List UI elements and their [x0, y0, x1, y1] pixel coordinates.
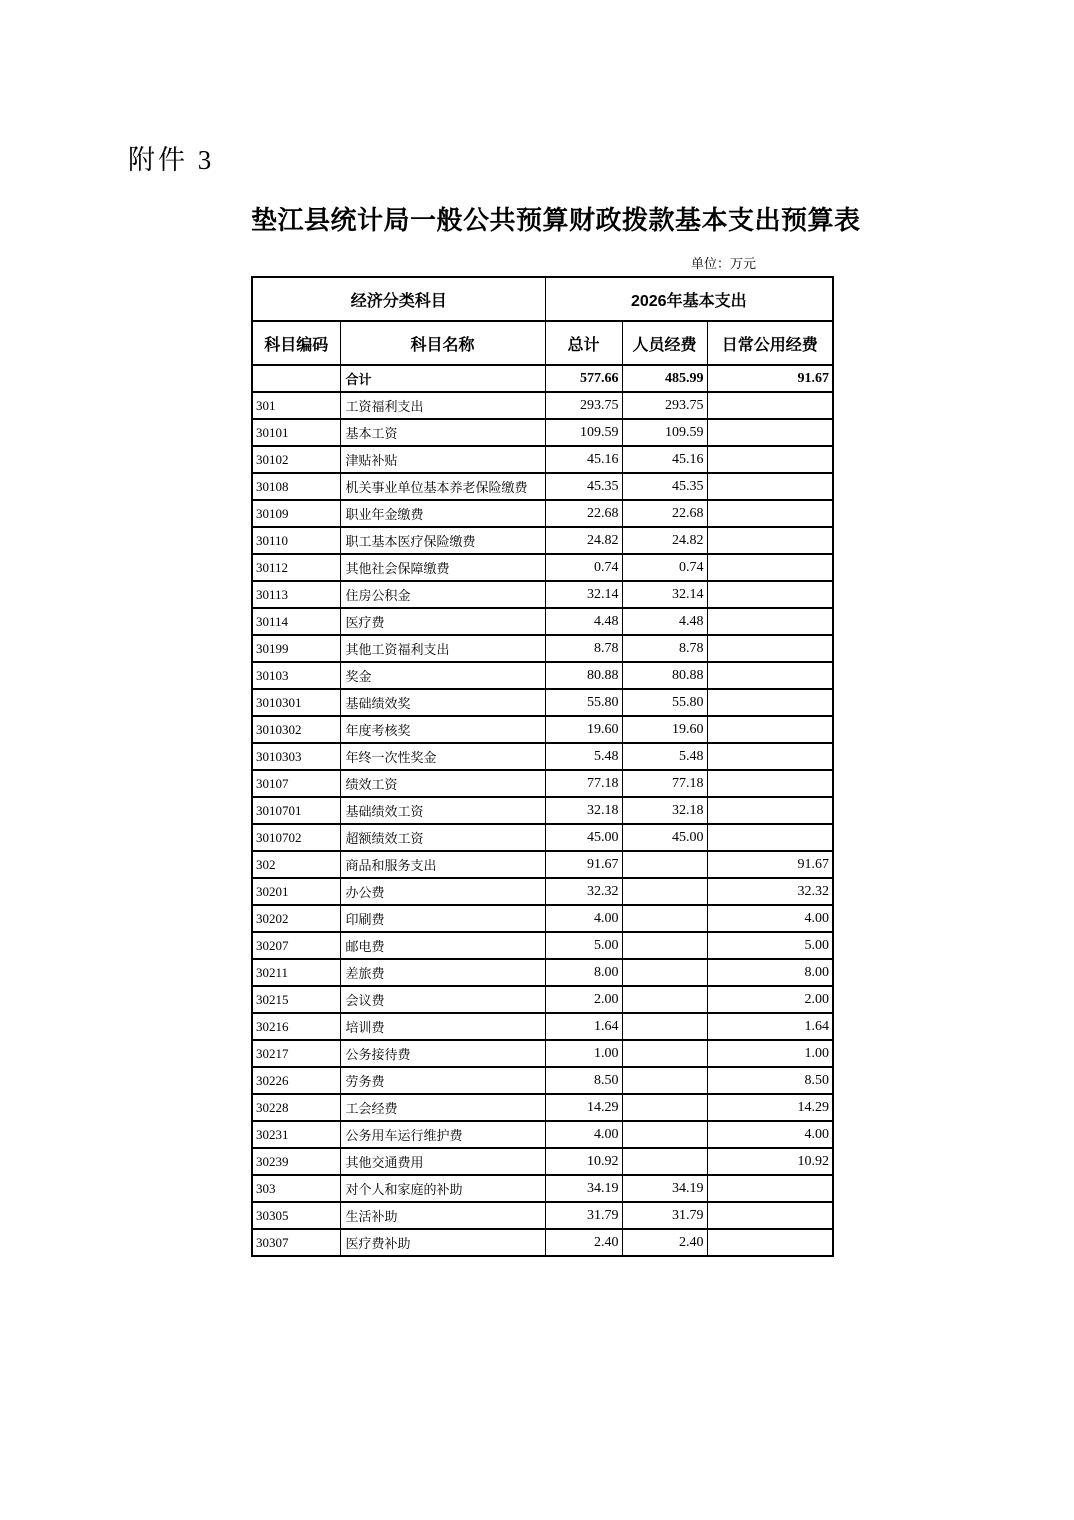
cell-total: 2.40: [545, 1229, 622, 1256]
cell-name: 年度考核奖: [340, 716, 545, 743]
header-columns-row: [252, 321, 833, 365]
cell-code: 30207: [252, 932, 340, 959]
table-row: [252, 1121, 833, 1148]
table-row: [252, 797, 833, 824]
cell-total: 8.50: [545, 1067, 622, 1094]
cell-daily: [707, 554, 833, 581]
cell-code: 30305: [252, 1202, 340, 1229]
cell-personnel: 22.68: [622, 500, 707, 527]
cell-code: 30226: [252, 1067, 340, 1094]
cell-code: 30215: [252, 986, 340, 1013]
cell-code: 30307: [252, 1229, 340, 1256]
cell-daily: 4.00: [707, 905, 833, 932]
header-daily-public-funds: 日常公用经费: [707, 321, 833, 365]
cell-daily: [707, 716, 833, 743]
cell-total: 14.29: [545, 1094, 622, 1121]
cell-daily: [707, 446, 833, 473]
table-row: [252, 689, 833, 716]
table-body: [252, 365, 833, 1256]
cell-code: 30107: [252, 770, 340, 797]
cell-name: 工资福利支出: [340, 392, 545, 419]
cell-code: 30110: [252, 527, 340, 554]
unit-note: 单位：万元: [690, 256, 756, 271]
cell-personnel: [622, 1067, 707, 1094]
cell-code: 30201: [252, 878, 340, 905]
table-header: [252, 277, 833, 365]
table-row: [252, 770, 833, 797]
cell-code: [252, 365, 340, 392]
cell-total: 32.14: [545, 581, 622, 608]
table-row: [252, 851, 833, 878]
cell-code: 302: [252, 851, 340, 878]
cell-code: 3010303: [252, 743, 340, 770]
cell-daily: 14.29: [707, 1094, 833, 1121]
cell-code: 3010702: [252, 824, 340, 851]
cell-daily: [707, 473, 833, 500]
cell-name: 基本工资: [340, 419, 545, 446]
cell-code: 30228: [252, 1094, 340, 1121]
cell-daily: [707, 1175, 833, 1202]
cell-personnel: [622, 1094, 707, 1121]
cell-total: 2.00: [545, 986, 622, 1013]
header-basic-expenditure-2026: 2026年基本支出: [545, 277, 833, 321]
cell-personnel: [622, 905, 707, 932]
table-row: [252, 905, 833, 932]
cell-personnel: 55.80: [622, 689, 707, 716]
header-total: 总计: [545, 321, 622, 365]
table-row: [252, 527, 833, 554]
table-row: [252, 581, 833, 608]
cell-personnel: 19.60: [622, 716, 707, 743]
cell-name: 商品和服务支出: [340, 851, 545, 878]
cell-total: 22.68: [545, 500, 622, 527]
cell-daily: 5.00: [707, 932, 833, 959]
cell-personnel: 24.82: [622, 527, 707, 554]
cell-daily: [707, 527, 833, 554]
cell-daily: [707, 743, 833, 770]
cell-total: 19.60: [545, 716, 622, 743]
cell-daily: 91.67: [707, 365, 833, 392]
cell-total: 91.67: [545, 851, 622, 878]
cell-personnel: 34.19: [622, 1175, 707, 1202]
cell-code: 30113: [252, 581, 340, 608]
cell-total: 55.80: [545, 689, 622, 716]
cell-code: 3010302: [252, 716, 340, 743]
document-title: 垫江县统计局一般公共预算财政拨款基本支出预算表: [251, 205, 861, 235]
cell-total: 31.79: [545, 1202, 622, 1229]
table-row: [252, 392, 833, 419]
cell-code: 3010301: [252, 689, 340, 716]
cell-code: 30109: [252, 500, 340, 527]
table-row: [252, 743, 833, 770]
cell-name: 公务接待费: [340, 1040, 545, 1067]
cell-personnel: 8.78: [622, 635, 707, 662]
cell-personnel: [622, 986, 707, 1013]
cell-personnel: 77.18: [622, 770, 707, 797]
cell-code: 30239: [252, 1148, 340, 1175]
cell-code: 30114: [252, 608, 340, 635]
cell-name: 机关事业单位基本养老保险缴费: [340, 473, 545, 500]
cell-code: 30231: [252, 1121, 340, 1148]
cell-name: 绩效工资: [340, 770, 545, 797]
cell-personnel: 2.40: [622, 1229, 707, 1256]
cell-code: 30202: [252, 905, 340, 932]
cell-total: 5.48: [545, 743, 622, 770]
cell-total: 24.82: [545, 527, 622, 554]
cell-personnel: 45.00: [622, 824, 707, 851]
cell-personnel: 32.18: [622, 797, 707, 824]
cell-total: 8.00: [545, 959, 622, 986]
cell-name: 基础绩效工资: [340, 797, 545, 824]
table-row: [252, 1148, 833, 1175]
cell-name: 其他工资福利支出: [340, 635, 545, 662]
cell-total: 45.35: [545, 473, 622, 500]
cell-personnel: [622, 1148, 707, 1175]
cell-name: 津贴补贴: [340, 446, 545, 473]
cell-total: 4.48: [545, 608, 622, 635]
cell-name: 差旅费: [340, 959, 545, 986]
table-row: [252, 635, 833, 662]
cell-total: 10.92: [545, 1148, 622, 1175]
cell-personnel: [622, 878, 707, 905]
cell-total: 5.00: [545, 932, 622, 959]
cell-personnel: 32.14: [622, 581, 707, 608]
cell-code: 30101: [252, 419, 340, 446]
cell-daily: [707, 1229, 833, 1256]
cell-total: 45.16: [545, 446, 622, 473]
table-row: [252, 1229, 833, 1256]
cell-total: 77.18: [545, 770, 622, 797]
cell-name: 公务用车运行维护费: [340, 1121, 545, 1148]
cell-total: 1.64: [545, 1013, 622, 1040]
cell-personnel: 109.59: [622, 419, 707, 446]
cell-name: 奖金: [340, 662, 545, 689]
cell-name: 基础绩效奖: [340, 689, 545, 716]
cell-code: 3010701: [252, 797, 340, 824]
cell-code: 30199: [252, 635, 340, 662]
cell-total: 32.18: [545, 797, 622, 824]
cell-code: 30211: [252, 959, 340, 986]
cell-name: 印刷费: [340, 905, 545, 932]
cell-daily: 32.32: [707, 878, 833, 905]
table-row: [252, 986, 833, 1013]
cell-name: 会议费: [340, 986, 545, 1013]
cell-name: 合计: [340, 365, 545, 392]
attachment-label: 附件 3: [128, 145, 215, 175]
cell-personnel: [622, 959, 707, 986]
table-row: [252, 1094, 833, 1121]
budget-document: [251, 200, 861, 1257]
table-row: [252, 878, 833, 905]
grand-total-row: [252, 365, 833, 392]
table-row: [252, 554, 833, 581]
cell-daily: [707, 689, 833, 716]
cell-daily: 8.00: [707, 959, 833, 986]
cell-daily: 2.00: [707, 986, 833, 1013]
table-row: [252, 500, 833, 527]
cell-daily: [707, 770, 833, 797]
cell-total: 577.66: [545, 365, 622, 392]
cell-code: 30216: [252, 1013, 340, 1040]
cell-total: 4.00: [545, 905, 622, 932]
cell-daily: [707, 581, 833, 608]
cell-name: 邮电费: [340, 932, 545, 959]
cell-daily: [707, 1202, 833, 1229]
cell-daily: [707, 662, 833, 689]
cell-personnel: [622, 851, 707, 878]
table-row: [252, 1067, 833, 1094]
budget-table: [251, 276, 834, 1257]
cell-total: 4.00: [545, 1121, 622, 1148]
table-row: [252, 932, 833, 959]
cell-name: 办公费: [340, 878, 545, 905]
cell-name: 其他社会保障缴费: [340, 554, 545, 581]
cell-daily: [707, 635, 833, 662]
cell-name: 生活补助: [340, 1202, 545, 1229]
cell-name: 其他交通费用: [340, 1148, 545, 1175]
cell-name: 培训费: [340, 1013, 545, 1040]
table-row: [252, 1040, 833, 1067]
cell-personnel: 5.48: [622, 743, 707, 770]
cell-personnel: 45.35: [622, 473, 707, 500]
table-row: [252, 1202, 833, 1229]
cell-total: 80.88: [545, 662, 622, 689]
cell-code: 30112: [252, 554, 340, 581]
cell-daily: [707, 608, 833, 635]
cell-code: 301: [252, 392, 340, 419]
cell-total: 45.00: [545, 824, 622, 851]
table-row: [252, 446, 833, 473]
table-row: [252, 608, 833, 635]
cell-total: 1.00: [545, 1040, 622, 1067]
cell-daily: [707, 392, 833, 419]
cell-daily: 1.00: [707, 1040, 833, 1067]
cell-personnel: [622, 1121, 707, 1148]
cell-name: 工会经费: [340, 1094, 545, 1121]
cell-total: 109.59: [545, 419, 622, 446]
cell-daily: 91.67: [707, 851, 833, 878]
cell-personnel: 0.74: [622, 554, 707, 581]
table-row: [252, 959, 833, 986]
cell-personnel: 4.48: [622, 608, 707, 635]
cell-code: 30102: [252, 446, 340, 473]
cell-personnel: 31.79: [622, 1202, 707, 1229]
cell-name: 年终一次性奖金: [340, 743, 545, 770]
cell-personnel: [622, 1013, 707, 1040]
cell-code: 30103: [252, 662, 340, 689]
cell-name: 超额绩效工资: [340, 824, 545, 851]
cell-total: 0.74: [545, 554, 622, 581]
cell-personnel: [622, 932, 707, 959]
cell-code: 303: [252, 1175, 340, 1202]
table-row: [252, 1013, 833, 1040]
cell-personnel: [622, 1040, 707, 1067]
header-subject-name: 科目名称: [340, 321, 545, 365]
header-group-row: [252, 277, 833, 321]
cell-daily: 1.64: [707, 1013, 833, 1040]
cell-personnel: 293.75: [622, 392, 707, 419]
cell-name: 医疗费补助: [340, 1229, 545, 1256]
header-personnel-funds: 人员经费: [622, 321, 707, 365]
cell-personnel: 485.99: [622, 365, 707, 392]
cell-total: 293.75: [545, 392, 622, 419]
cell-name: 职工基本医疗保险缴费: [340, 527, 545, 554]
cell-name: 对个人和家庭的补助: [340, 1175, 545, 1202]
header-subject-code: 科目编码: [252, 321, 340, 365]
cell-daily: [707, 500, 833, 527]
cell-name: 职业年金缴费: [340, 500, 545, 527]
cell-name: 医疗费: [340, 608, 545, 635]
header-economic-classification: 经济分类科目: [252, 277, 545, 321]
table-row: [252, 1175, 833, 1202]
table-row: [252, 716, 833, 743]
cell-daily: 4.00: [707, 1121, 833, 1148]
cell-daily: 10.92: [707, 1148, 833, 1175]
cell-daily: 8.50: [707, 1067, 833, 1094]
cell-name: 住房公积金: [340, 581, 545, 608]
table-row: [252, 824, 833, 851]
table-row: [252, 473, 833, 500]
cell-personnel: 80.88: [622, 662, 707, 689]
cell-daily: [707, 824, 833, 851]
table-row: [252, 662, 833, 689]
cell-personnel: 45.16: [622, 446, 707, 473]
cell-total: 34.19: [545, 1175, 622, 1202]
table-row: [252, 419, 833, 446]
cell-total: 8.78: [545, 635, 622, 662]
cell-daily: [707, 797, 833, 824]
cell-daily: [707, 419, 833, 446]
cell-code: 30217: [252, 1040, 340, 1067]
cell-name: 劳务费: [340, 1067, 545, 1094]
cell-total: 32.32: [545, 878, 622, 905]
cell-code: 30108: [252, 473, 340, 500]
